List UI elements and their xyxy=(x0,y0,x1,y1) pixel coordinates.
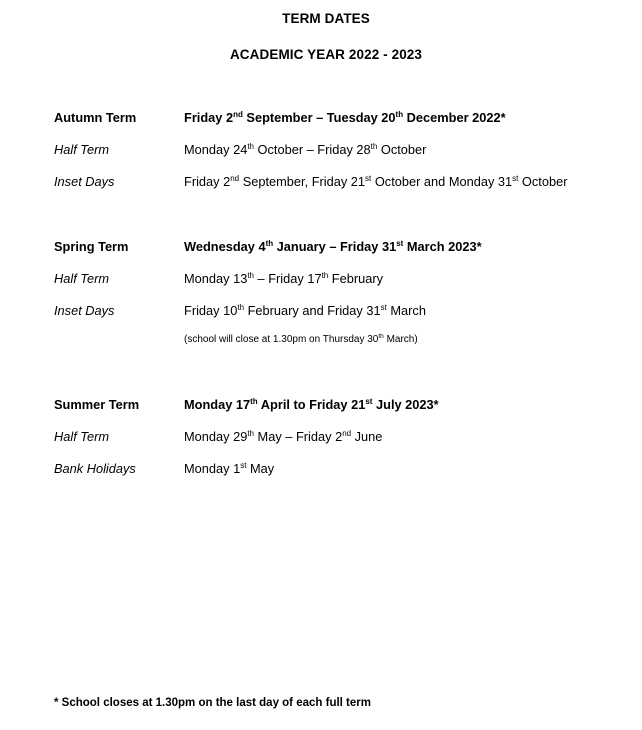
ordinal-suffix: st xyxy=(365,397,373,406)
term-dates xyxy=(184,110,506,125)
date-text: October and Monday 31 xyxy=(371,174,513,189)
ordinal-suffix: st xyxy=(365,174,372,183)
ordinal-suffix: th xyxy=(250,397,258,406)
date-text: May – Friday 2 xyxy=(254,429,343,444)
date-text: Monday 17 xyxy=(184,397,251,412)
footnote: * School closes at 1.30pm on the last day of each full term xyxy=(54,697,371,709)
note-text: March) xyxy=(383,334,418,345)
date-text: October – Friday 28 xyxy=(254,142,371,157)
academic-year-heading: ACADEMIC YEAR 2022 - 2023 xyxy=(229,47,423,62)
date-text: January – Friday 31 xyxy=(273,239,397,254)
date-text: Wednesday 4 xyxy=(184,239,266,254)
term-name: Summer Term xyxy=(54,397,140,412)
ordinal-suffix: nd xyxy=(342,429,352,438)
half-term-dates xyxy=(184,142,426,157)
inset-days-dates xyxy=(184,303,426,318)
autumn-half-term-row xyxy=(0,142,642,162)
spring-inset-days-row xyxy=(0,303,642,323)
ordinal-suffix: nd xyxy=(230,174,240,183)
date-text: September, Friday 21 xyxy=(239,174,366,189)
half-term-label: Half Term xyxy=(54,142,109,157)
term-name: Spring Term xyxy=(54,239,129,254)
inset-days-label: Inset Days xyxy=(54,303,115,318)
summer-bank-holidays-row xyxy=(0,461,642,481)
date-text: – Friday 17 xyxy=(254,271,322,286)
date-text: Monday 13 xyxy=(184,271,248,286)
ordinal-suffix: th xyxy=(378,333,384,340)
ordinal-suffix: th xyxy=(370,142,378,151)
bank-holidays-dates xyxy=(184,461,274,476)
date-text: Friday 10 xyxy=(184,303,238,318)
date-text: February xyxy=(328,271,384,286)
autumn-inset-days-row xyxy=(0,174,642,194)
spring-term-row xyxy=(0,239,642,259)
date-text: July 2023* xyxy=(372,397,439,412)
inset-days-dates xyxy=(184,174,567,189)
ordinal-suffix: st xyxy=(396,239,404,248)
date-text: September – Tuesday 20 xyxy=(242,110,396,125)
ordinal-suffix: nd xyxy=(233,110,243,119)
date-text: March 2023* xyxy=(403,239,482,254)
autumn-term-row xyxy=(0,110,642,130)
term-dates xyxy=(184,397,439,412)
inset-days-label: Inset Days xyxy=(54,174,115,189)
summer-term-row xyxy=(0,397,642,417)
half-term-label: Half Term xyxy=(54,271,109,286)
date-text: October xyxy=(518,174,568,189)
ordinal-suffix: st xyxy=(512,174,519,183)
ordinal-suffix: th xyxy=(237,303,245,312)
bank-holidays-label: Bank Holidays xyxy=(54,461,136,476)
date-text: Monday 1 xyxy=(184,461,241,476)
term-name: Autumn Term xyxy=(54,110,137,125)
half-term-dates xyxy=(184,429,382,444)
ordinal-suffix: th xyxy=(321,271,329,280)
ordinal-suffix: th xyxy=(247,142,254,151)
ordinal-suffix: th xyxy=(247,429,254,438)
spring-half-term-row xyxy=(0,271,642,291)
note-text: (school will close at 1.30pm on Thursday 30 xyxy=(184,334,379,345)
date-text: March xyxy=(386,303,426,318)
early-closure-note xyxy=(184,334,418,345)
summer-half-term-row xyxy=(0,429,642,449)
date-text: June xyxy=(351,429,383,444)
date-text: Friday 2 xyxy=(184,174,231,189)
page-title: TERM DATES xyxy=(282,11,370,26)
half-term-label: Half Term xyxy=(54,429,109,444)
ordinal-suffix: th xyxy=(247,271,254,280)
ordinal-suffix: st xyxy=(240,461,247,470)
date-text: December 2022* xyxy=(403,110,506,125)
term-dates xyxy=(184,239,482,254)
date-text: April to Friday 21 xyxy=(257,397,366,412)
date-text: October xyxy=(377,142,427,157)
date-text: February and Friday 31 xyxy=(244,303,381,318)
ordinal-suffix: th xyxy=(265,239,274,248)
half-term-dates xyxy=(184,271,383,286)
ordinal-suffix: st xyxy=(380,303,387,312)
date-text: Monday 24 xyxy=(184,142,248,157)
ordinal-suffix: th xyxy=(395,110,404,119)
date-text: May xyxy=(246,461,275,476)
date-text: Monday 29 xyxy=(184,429,248,444)
date-text: Friday 2 xyxy=(184,110,234,125)
